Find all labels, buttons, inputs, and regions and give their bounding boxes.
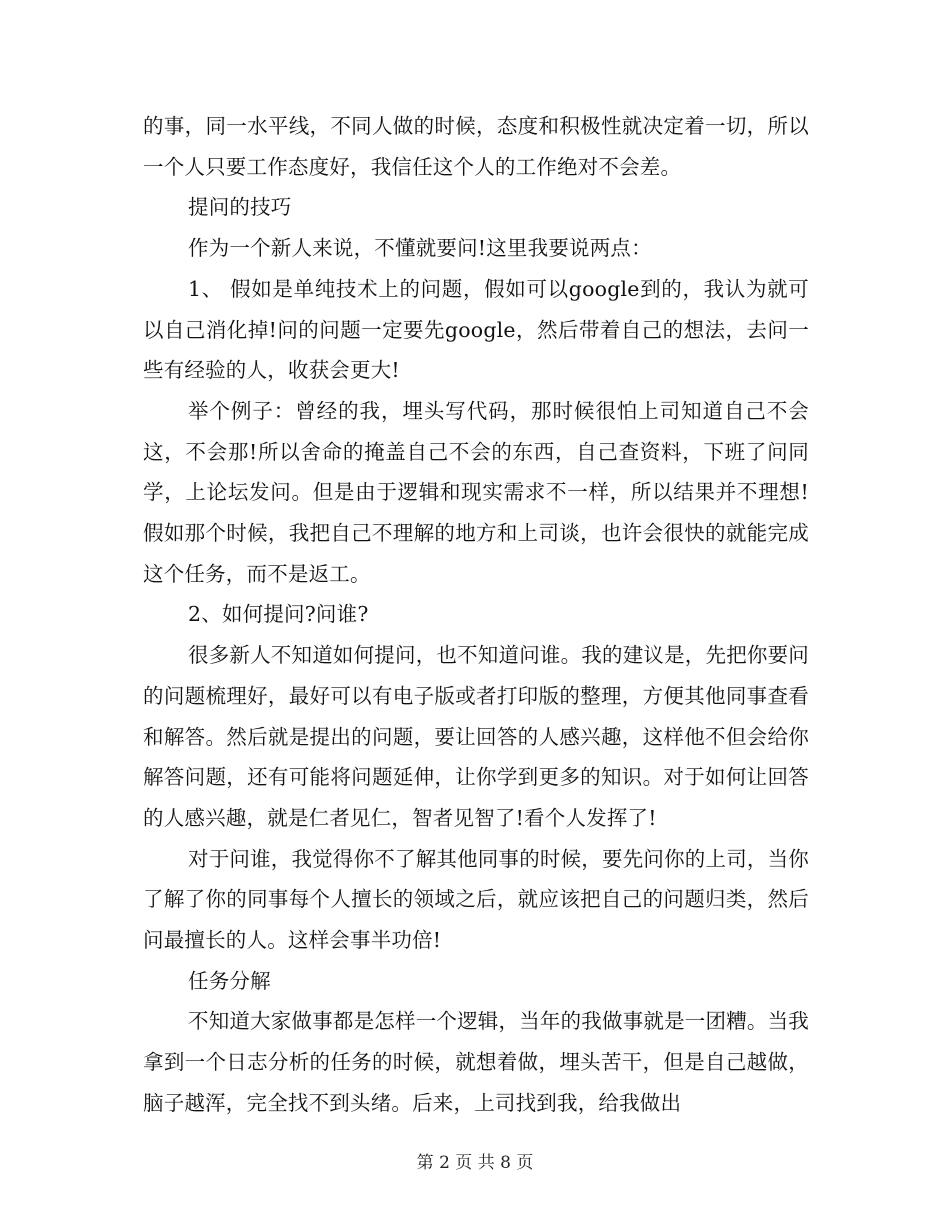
page-number-footer: 第 2 页 共 8 页 <box>416 1153 534 1173</box>
paragraph-task-breakdown: 不知道大家做事都是怎样一个逻辑，当年的我做事就是一团糟。当我拿到一个日志分析的任务的时候，就想着做，埋头苦干，但是自己越做，脑子越浑，完全找不到头绪。后来，上司找到我，给我做出 <box>143 1009 809 1115</box>
paragraph-example: 举个例子：曾经的我，埋头写代码，那时候很怕上司知道自己不会这，不会那!所以舍命的掩盖自己不会的东西，自己查资料，下班了问同学，上论坛发问。但是由于逻辑和现实需求不一样，所以结果并不理想!假如那个时候，我把自己不理解的地方和上司谈，也许会很快的就能完成这个任务，而不是返工。 <box>143 398 809 586</box>
paragraph-how-to-ask: 很多新人不知道如何提问，也不知道问谁。我的建议是，先把你要问的问题梳理好，最好可以有电子版或者打印版的整理，方便其他同事查看和解答。然后就是提出的问题，要让回答的人感兴趣，这样他不但会给你解答问题，还有可能将问题延伸，让你学到更多的知识。对于如何让回答的人感兴趣，就是仁者见仁，智者见智了!看个人发挥了! <box>143 643 809 830</box>
paragraph-whom-to-ask: 对于问谁，我觉得你不了解其他同事的时候，要先问你的上司，当你了解了你的同事每个人擅长的领域之后，就应该把自己的问题归类，然后问最擅长的人。这样会事半功倍! <box>143 846 809 953</box>
document-body <box>143 106 809 1124</box>
paragraph-newcomer: 作为一个新人来说，不懂就要问!这里我要说两点： <box>188 236 652 261</box>
heading-question-skills: 提问的技巧 <box>188 195 292 220</box>
paragraph-continuation: 的事，同一水平线，不同人做的时候，态度和积极性就决定着一切，所以一个人只要工作态度好，我信任这个人的工作绝对不会差。 <box>143 114 809 179</box>
heading-task-breakdown: 任务分解 <box>188 968 271 993</box>
heading-point-2: 2、如何提问?问谁? <box>188 602 369 627</box>
paragraph-point-1: 1、 假如是单纯技术上的问题，假如可以google到的，我认为就可以自己消化掉!问的问题一定要先google，然后带着自己的想法，去问一些有经验的人，收获会更大! <box>143 276 809 383</box>
